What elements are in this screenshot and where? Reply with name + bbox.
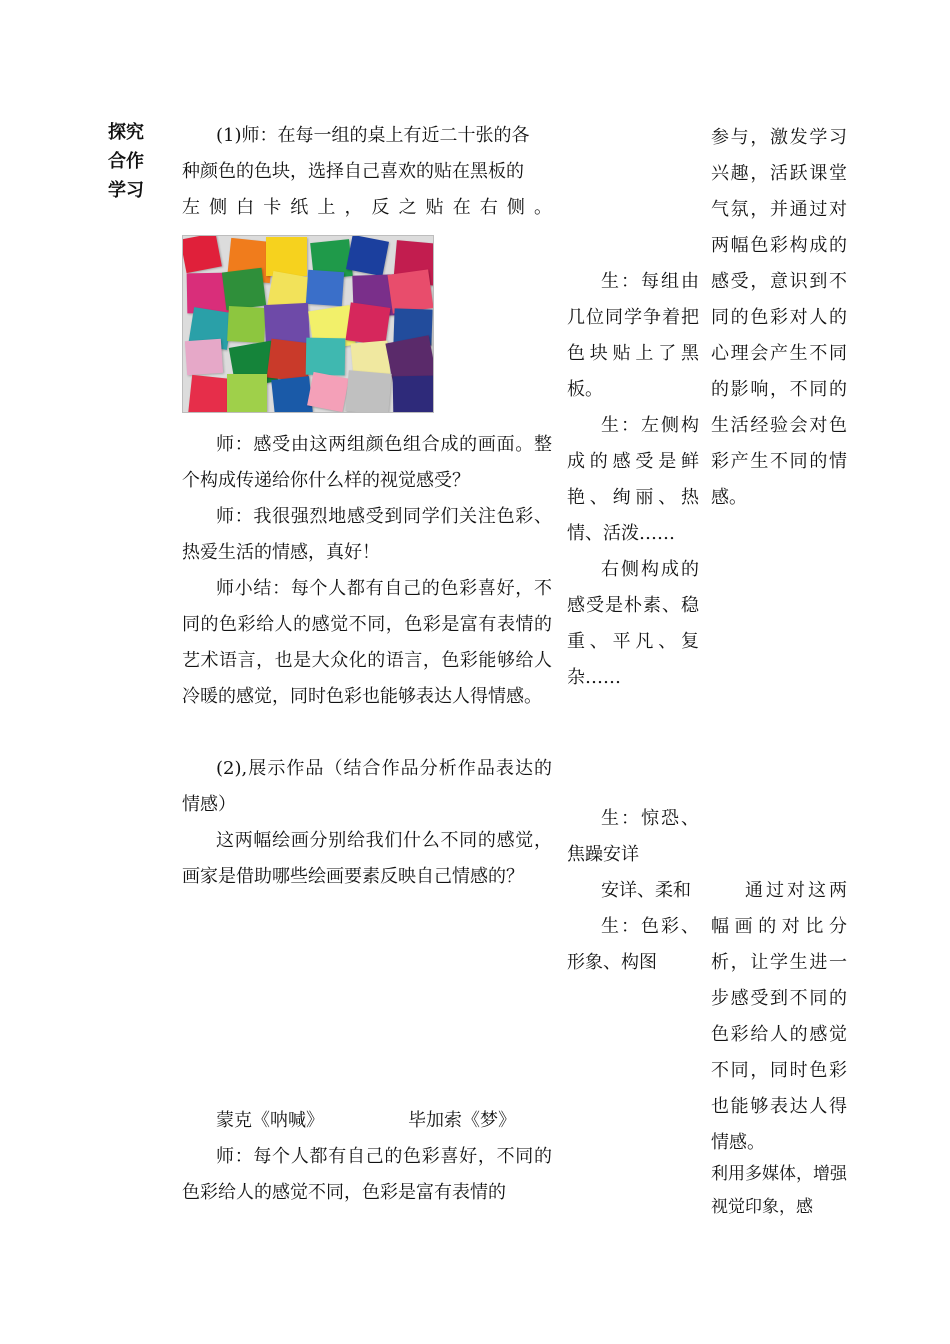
color-swatch [393,376,434,413]
stage-label-line: 学习 [108,180,144,201]
caption-picasso: 毕加索《梦》 [408,1110,516,1131]
teacher-question: 师：感受由这两组颜色组合成的画面。整个构成传递给你什么样的视觉感受？ [182,434,552,491]
text-line: (1)师：在每一组的桌上有近二十张的各 [216,125,530,146]
color-swatch-photo [182,235,434,413]
teacher-painting-question: 这两幅绘画分别给我们什么不同的感觉，画家是借助哪些绘画要素反映自己情感的？ [182,830,552,887]
color-swatch [185,339,223,375]
design-intent-3: 利用多媒体，增强视觉印象，感 [711,1164,847,1217]
text-line: 种颜色的色块，选择自己喜欢的贴在黑板的 [182,161,524,182]
student-response-3: 右侧构成的感受是朴素、稳重、平凡、复杂…… [567,559,699,688]
stage-label [108,118,152,205]
color-swatch [346,235,389,276]
student-response-1: 生：每组由几位同学争着把色块贴上了黑板。 [567,271,699,400]
color-swatch [266,237,307,276]
color-swatch [306,270,344,306]
student-response-4: 生：惊恐、焦躁安详 [567,808,699,865]
design-intent-1: 参与，激发学习兴趣，活跃课堂气氛，并通过对两幅色彩构成的感受，意识到不同的色彩对人的心理会产生不同的影响，不同的生活经验会对色彩产生不同的情感。 [711,127,847,508]
teacher-activity-1 [182,118,552,226]
stage-label-line: 探究 [108,122,144,143]
student-response-6: 生：色彩、形象、构图 [567,916,699,973]
color-swatch [222,268,266,311]
teacher-comment: 师：我很强烈地感受到同学们关注色彩、热爱生活的情感，真好！ [182,506,552,563]
color-swatch [227,374,267,412]
color-swatch [307,372,349,412]
design-intent-2: 通过对这两幅画的对比分析，让学生进一步感受到不同的色彩给人的感觉不同，同时色彩也能够表达人得情感。 [711,880,847,1153]
color-swatch [182,235,222,273]
teacher-summary-2: 师：每个人都有自己的色彩喜好，不同的色彩给人的感觉不同，色彩是富有表情的 [182,1146,552,1203]
teacher-summary: 师小结：每个人都有自己的色彩喜好，不同的色彩给人的感觉不同，色彩是富有表情的艺术语言，也是大众化的语言，色彩能够给人冷暖的感觉，同时色彩也能够表达人得情感。 [182,578,552,707]
stage-label-line: 合作 [108,151,144,172]
color-swatch [345,370,391,413]
color-swatch [227,306,266,343]
student-response-2: 生：左侧构成的感受是鲜艳、绚丽、热情、活泼…… [567,415,699,544]
text-line: 左 侧 白 卡 纸 上 ， 反 之 贴 在 右 侧 。 [182,197,552,218]
color-swatch [271,376,313,413]
teacher-activity-2: (2),展示作品（结合作品分析作品表达的情感） [182,758,552,815]
color-swatch [387,269,433,313]
color-swatch [306,338,346,376]
student-response-5: 安详、柔和 [601,880,691,901]
caption-munch: 蒙克《呐喊》 [216,1110,324,1131]
color-swatch [346,302,391,345]
